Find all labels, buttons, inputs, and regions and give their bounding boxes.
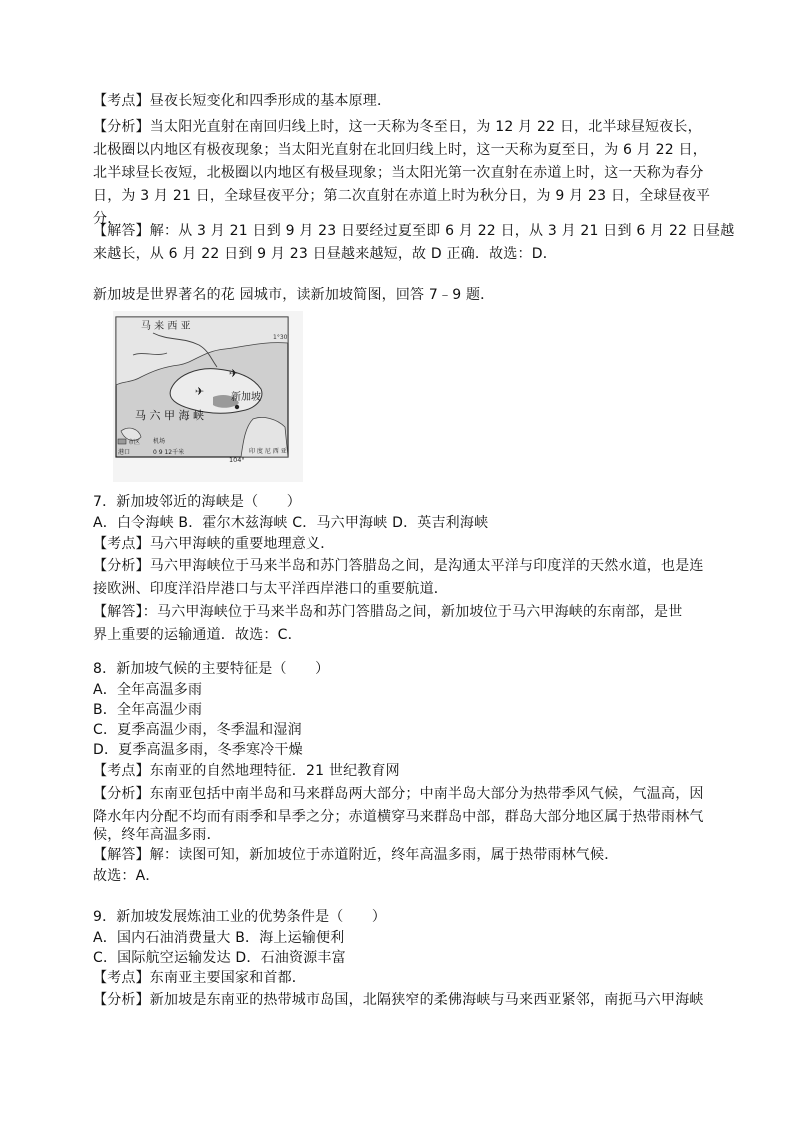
map-label-longitude: 104° [229,456,245,464]
prev-fenxi-line: 日，为 3 月 21 日，全球昼夜平分；第二次直射在赤道上时为秋分日，为 9 月 23 日，全球昼夜平 [93,188,711,204]
intro-text: 新加坡是世界著名的花 园城市，读新加坡简图，回答 7﹣9 题． [93,287,495,303]
singapore-map [113,311,303,482]
legend-port: 港口 [118,449,131,456]
prev-fenxi-line: 北极圈以内地区有极夜现象；当太阳光直射在北回归线上时，这一天称为夏至日，为 6 月 22 日， [93,142,707,158]
prev-jieda-line: 来越长，从 6 月 22 日到 9 月 23 日昼越来越短，故 D 正确．故选：D． [93,246,557,262]
legend-urban: 市区 [128,439,141,446]
map-label-indonesia: 印 度 尼 西 亚 [249,448,287,455]
q8-jieda-line: 故选：A． [93,868,160,884]
airport-icon: ✈ [195,385,205,398]
q7-kaodian: 【考点】马六甲海峡的重要地理意义． [93,536,335,552]
q8-fenxi-line: 【分析】东南亚包括中南半岛和马来群岛两大部分；中南半岛大部分为热带季风气候，气温高，因 [93,786,704,802]
map-label-latitude: 1°30′ [273,334,289,341]
q8-kaodian: 【考点】东南亚的自然地理特征．21 世纪教育网 [93,763,400,779]
q8-jieda-line: 【解答】解：读图可知，新加坡位于赤道附近，终年高温多雨，属于热带雨林气候． [93,847,619,863]
q8-option: A．全年高温多雨 [93,682,203,698]
airport-icon: ✈ [229,367,239,380]
q9-stem: 9．新加坡发展炼油工业的优势条件是（ ） [93,909,387,925]
port-icon [235,405,239,409]
prev-jieda-line: 【解答】解：从 3 月 21 日到 9 月 23 日要经过夏至即 6 月 22 日，从 3 月 21 日到 6 月 22 日昼越 [93,223,735,239]
q7-jieda-line: 界上重要的运输通道．故选：C． [93,627,302,643]
q8-fenxi-line: 候，终年高温多雨． [93,827,221,843]
prev-kaodian: 【考点】昼夜长短变化和四季形成的基本原理． [93,93,392,109]
prev-fenxi-line: 【分析】当太阳光直射在南回归线上时，这一天称为冬至日，为 12 月 22 日，北半球昼短夜长， [93,119,702,135]
q8-fenxi-line: 降水年内分配不均而有雨季和旱季之分；赤道横穿马来群岛中部，群岛大部分地区属于热带雨林气 [93,809,704,825]
legend-airport: 机场 [153,438,166,445]
q7-options: A．白令海峡 B．霍尔木兹海峡 C．马六甲海峡 D．英吉利海峡 [93,515,489,531]
prev-fenxi-line: 分． [93,211,122,227]
legend-scale: 0 9 12千米 [153,449,185,456]
q9-option: C．国际航空运输发达 D．石油资源丰富 [93,950,346,966]
q7-stem: 7．新加坡邻近的海峡是（ ） [93,494,301,510]
q8-option: C．夏季高温少雨，冬季温和湿润 [93,722,302,738]
map-label-singapore: 新加坡 [231,392,261,403]
q8-option: D．夏季高温多雨，冬季寒冷干燥 [93,742,303,758]
q8-option: B．全年高温少雨 [93,702,203,718]
q8-stem: 8．新加坡气候的主要特征是（ ） [93,661,330,677]
q7-fenxi-line: 接欧洲、印度洋沿岸港口与太平洋西岸港口的重要航道． [93,581,448,597]
q9-option: A．国内石油消费量大 B．海上运输便利 [93,930,345,946]
map-label-malaysia: 马 来 西 亚 [141,321,191,332]
q9-fenxi-line: 【分析】新加坡是东南亚的热带城市岛国，北隔狭窄的柔佛海峡与马来西亚紧邻，南扼马六甲海峡 [93,992,704,1008]
q7-jieda-line: 【解答】：马六甲海峡位于马来半岛和苏门答腊岛之间，新加坡位于马六甲海峡的东南部，是世 [93,604,683,620]
map-label-strait: 马 六 甲 海 峡 [135,409,204,422]
q9-kaodian: 【考点】东南亚主要国家和首都． [93,970,306,986]
legend-urban-swatch [118,439,126,444]
prev-fenxi-line: 北半球昼长夜短，北极圈以内地区有极昼现象；当太阳光第一次直射在赤道上时，这一天称为春分 [93,165,704,181]
q7-fenxi-line: 【分析】马六甲海峡位于马来半岛和苏门答腊岛之间，是沟通太平洋与印度洋的天然水道，也是连 [93,558,704,574]
